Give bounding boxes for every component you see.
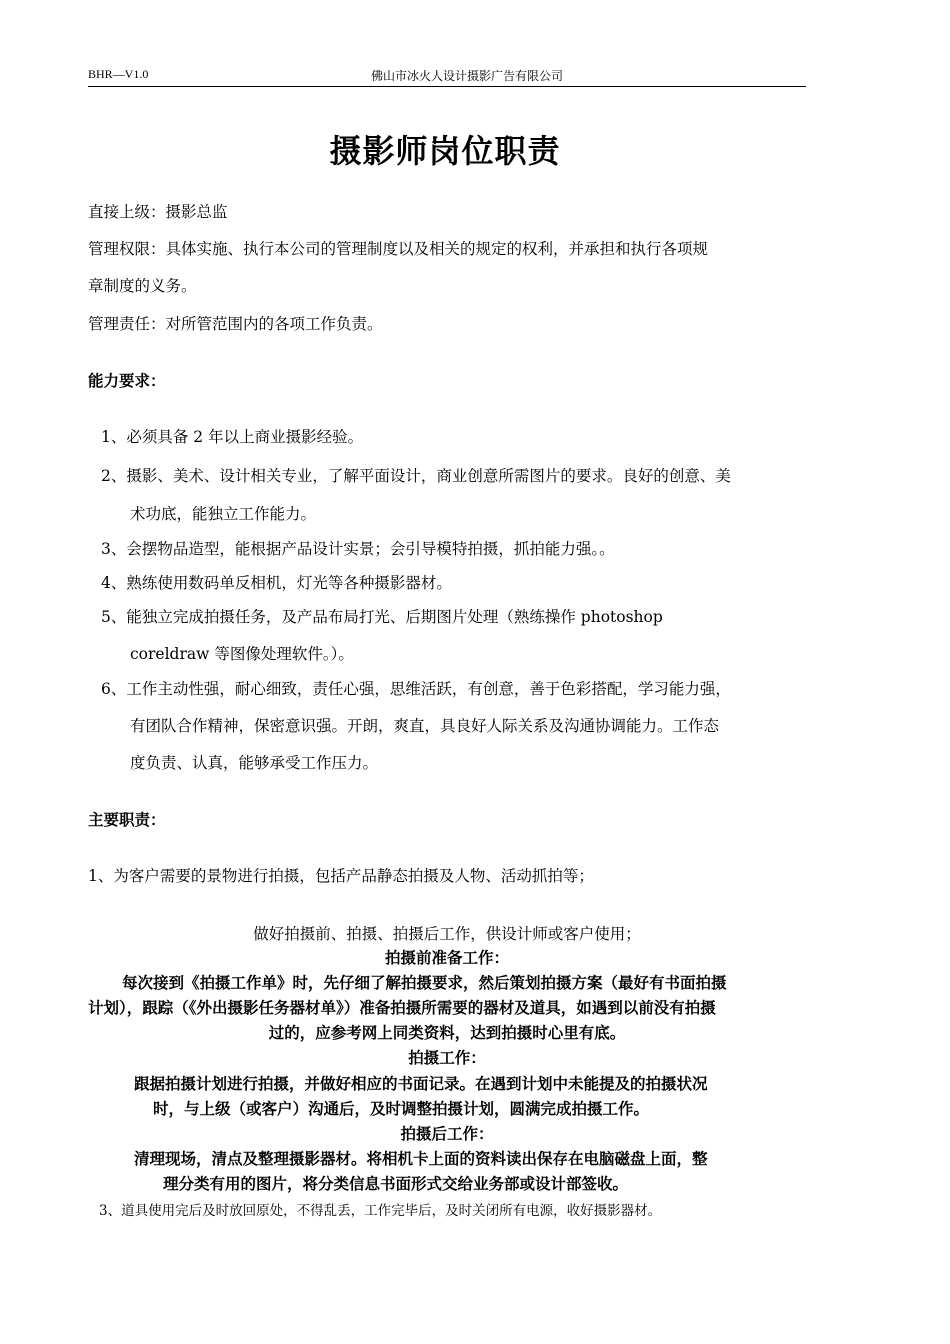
page-header [88, 66, 806, 87]
ability-item-2a: 2、摄影、美术、设计相关专业，了解平面设计，商业创意所需图片的要求。良好的创意、美 [101, 467, 731, 485]
ability-item-5b: coreldraw 等图像处理软件。）。 [130, 645, 354, 663]
ability-heading: 能力要求： [88, 371, 166, 390]
authority-line-2: 章制度的义务。 [88, 277, 197, 295]
shoot-line-1: 跟据拍摄计划进行拍摄，并做好相应的书面记录。在遇到计划中未能提及的拍摄状况 [134, 1074, 708, 1093]
ability-item-6a: 6、工作主动性强，耐心细致，责任心强，思维活跃，有创意，善于色彩搭配，学习能力强， [101, 680, 731, 698]
authority-line-1: 管理权限：具体实施、执行本公司的管理制度以及相关的规定的权利，并承担和执行各项规 [88, 240, 709, 258]
ability-item-1: 1、必须具备 2 年以上商业摄影经验。 [101, 428, 364, 446]
post-shoot-heading: 拍摄后工作： [400, 1124, 494, 1143]
shoot-heading: 拍摄工作： [408, 1048, 486, 1067]
ability-item-6c: 度负责、认真，能够承受工作压力。 [130, 754, 379, 772]
pre-shoot-line-3: 过的，应参考网上同类资料，达到拍摄时心里有底。 [268, 1023, 626, 1042]
ability-item-3: 3、会摆物品造型，能根据产品设计实景；会引导模特拍摄，抓拍能力强。。 [101, 540, 615, 558]
duty-item-3: 3、道具使用完后及时放回原处，不得乱丢，工作完毕后，及时关闭所有电源，收好摄影器材。 [99, 1203, 662, 1219]
ability-item-6b: 有团队合作精神，保密意识强。开朗，爽直，具良好人际关系及沟通协调能力。工作态 [130, 717, 720, 735]
ability-item-4: 4、熟练使用数码单反相机，灯光等各种摄影器材。 [101, 574, 452, 592]
responsibility-line: 管理责任：对所管范围内的各项工作负责。 [88, 315, 383, 333]
version-label: BHR—V1.0 [88, 67, 149, 81]
post-shoot-line-1: 清理现场，清点及整理摄影器材。将相机卡上面的资料读出保存在电脑磁盘上面，整 [134, 1149, 708, 1168]
shoot-line-2: 时，与上级（或客户）沟通后，及时调整拍摄计划，圆满完成拍摄工作。 [153, 1099, 650, 1118]
duty-item-2: 做好拍摄前、拍摄、拍摄后工作，供设计师或客户使用； [253, 925, 641, 943]
pre-shoot-line-2: 计划），跟踪（《外出摄影任务器材单》）准备拍摄所需要的器材及道具，如遇到以前没有拍摄 [88, 998, 716, 1017]
page-title: 摄影师岗位职责 [329, 132, 561, 170]
company-name: 佛山市冰火人设计摄影广告有限公司 [370, 69, 563, 83]
post-shoot-line-2: 理分类有用的图片，将分类信息书面形式交给业务部或设计部签收。 [163, 1174, 629, 1193]
pre-shoot-heading: 拍摄前准备工作： [384, 948, 509, 967]
direct-superior: 直接上级：摄影总监 [88, 203, 228, 221]
pre-shoot-line-1: 每次接到《拍摄工作单》时，先仔细了解拍摄要求，然后策划拍摄方案（最好有书面拍摄 [122, 973, 727, 992]
duties-heading: 主要职责： [88, 810, 166, 829]
duty-item-1: 1、为客户需要的景物进行拍摄，包括产品静态拍摄及人物、活动抓拍等； [88, 867, 594, 885]
ability-item-5a: 5、能独立完成拍摄任务，及产品布局打光、后期图片处理（熟练操作 photoshop [101, 608, 663, 626]
ability-item-2b: 术功底，能独立工作能力。 [130, 505, 317, 523]
